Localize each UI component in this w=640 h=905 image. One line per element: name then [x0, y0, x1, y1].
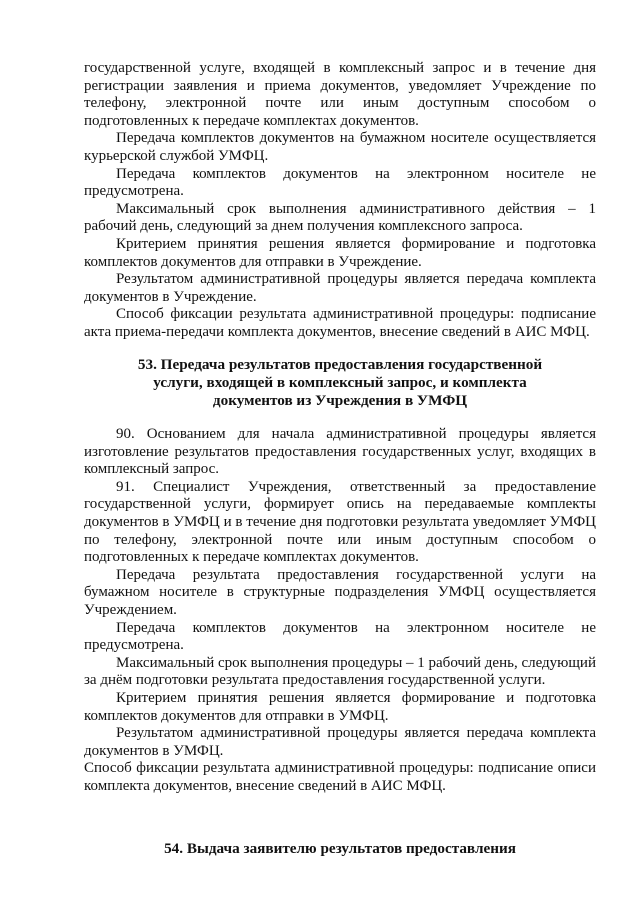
paragraph: государственной услуге, входящей в комплексный запрос и в течение дня регистрации заявления и приема документов, уведомляет Учреждение по телефону, электронной почте или иным доступным способом о подготовленных к передаче комплектах документов.: [84, 60, 596, 129]
paragraph: Способ фиксации результата административной процедуры: подписание описи комплекта документов, внесение сведений в АИС МФЦ.: [84, 760, 596, 794]
paragraph: Передача результата предоставления государственной услуги на бумажном носителе в структурные подразделения УМФЦ осуществляется Учреждением.: [84, 566, 596, 618]
heading-line: 53. Передача результатов предоставления государственной: [137, 356, 543, 373]
paragraph: Передача комплектов документов на электронном носителе не предусмотрена.: [84, 619, 596, 654]
paragraph: Передача комплектов документов на бумажном носителе осуществляется курьерской службой УМФЦ.: [84, 130, 596, 164]
section-53-body: [84, 426, 596, 795]
paragraph: Максимальный срок выполнения административного действия – 1 рабочий день, следующий за днем получения комплексного запроса.: [84, 200, 596, 235]
section-54-heading: [84, 840, 596, 858]
section-heading: 54. Выдача заявителю результатов предоставления: [164, 840, 516, 857]
paragraph: Критерием принятия решения является формирование и подготовка комплектов документов для отправки в Учреждение.: [84, 235, 596, 270]
paragraph: Способ фиксации результата административной процедуры: подписание акта приема-передачи комплекта документов, внесение сведений в АИС МФЦ.: [84, 306, 596, 340]
paragraph: Результатом административной процедуры является передача комплекта документов в Учреждение.: [84, 271, 596, 305]
section-heading: [84, 356, 596, 410]
heading-line: документов из Учреждения в УМФЦ: [212, 392, 468, 409]
section-53-heading: [84, 356, 596, 410]
paragraph: Максимальный срок выполнения процедуры – 1 рабочий день, следующий за днём подготовки результата предоставления государственной услуги.: [84, 654, 596, 689]
paragraph: Критерием принятия решения является формирование и подготовка комплектов документов для отправки в УМФЦ.: [84, 689, 596, 724]
section-52-tail: [84, 60, 596, 342]
paragraph: 90. Основанием для начала административной процедуры является изготовление результатов предоставления государственных услуг, входящих в комплексный запрос.: [84, 426, 596, 478]
paragraph: 91. Специалист Учреждения, ответственный за предоставление государственной услуги, формирует опись на передаваемые комплекты документов в УМФЦ и в течение дня подготовки результата уведомляет УМФЦ по телефону, электронной почте или иным доступным способом о подготовленных к передаче комплектах документов.: [84, 478, 596, 566]
paragraph: Результатом административной процедуры является передача комплекта документов в УМФЦ.: [84, 725, 596, 759]
heading-line: услуги, входящей в комплексный запрос, и комплекта: [153, 374, 527, 391]
paragraph: Передача комплектов документов на электронном носителе не предусмотрена.: [84, 165, 596, 200]
